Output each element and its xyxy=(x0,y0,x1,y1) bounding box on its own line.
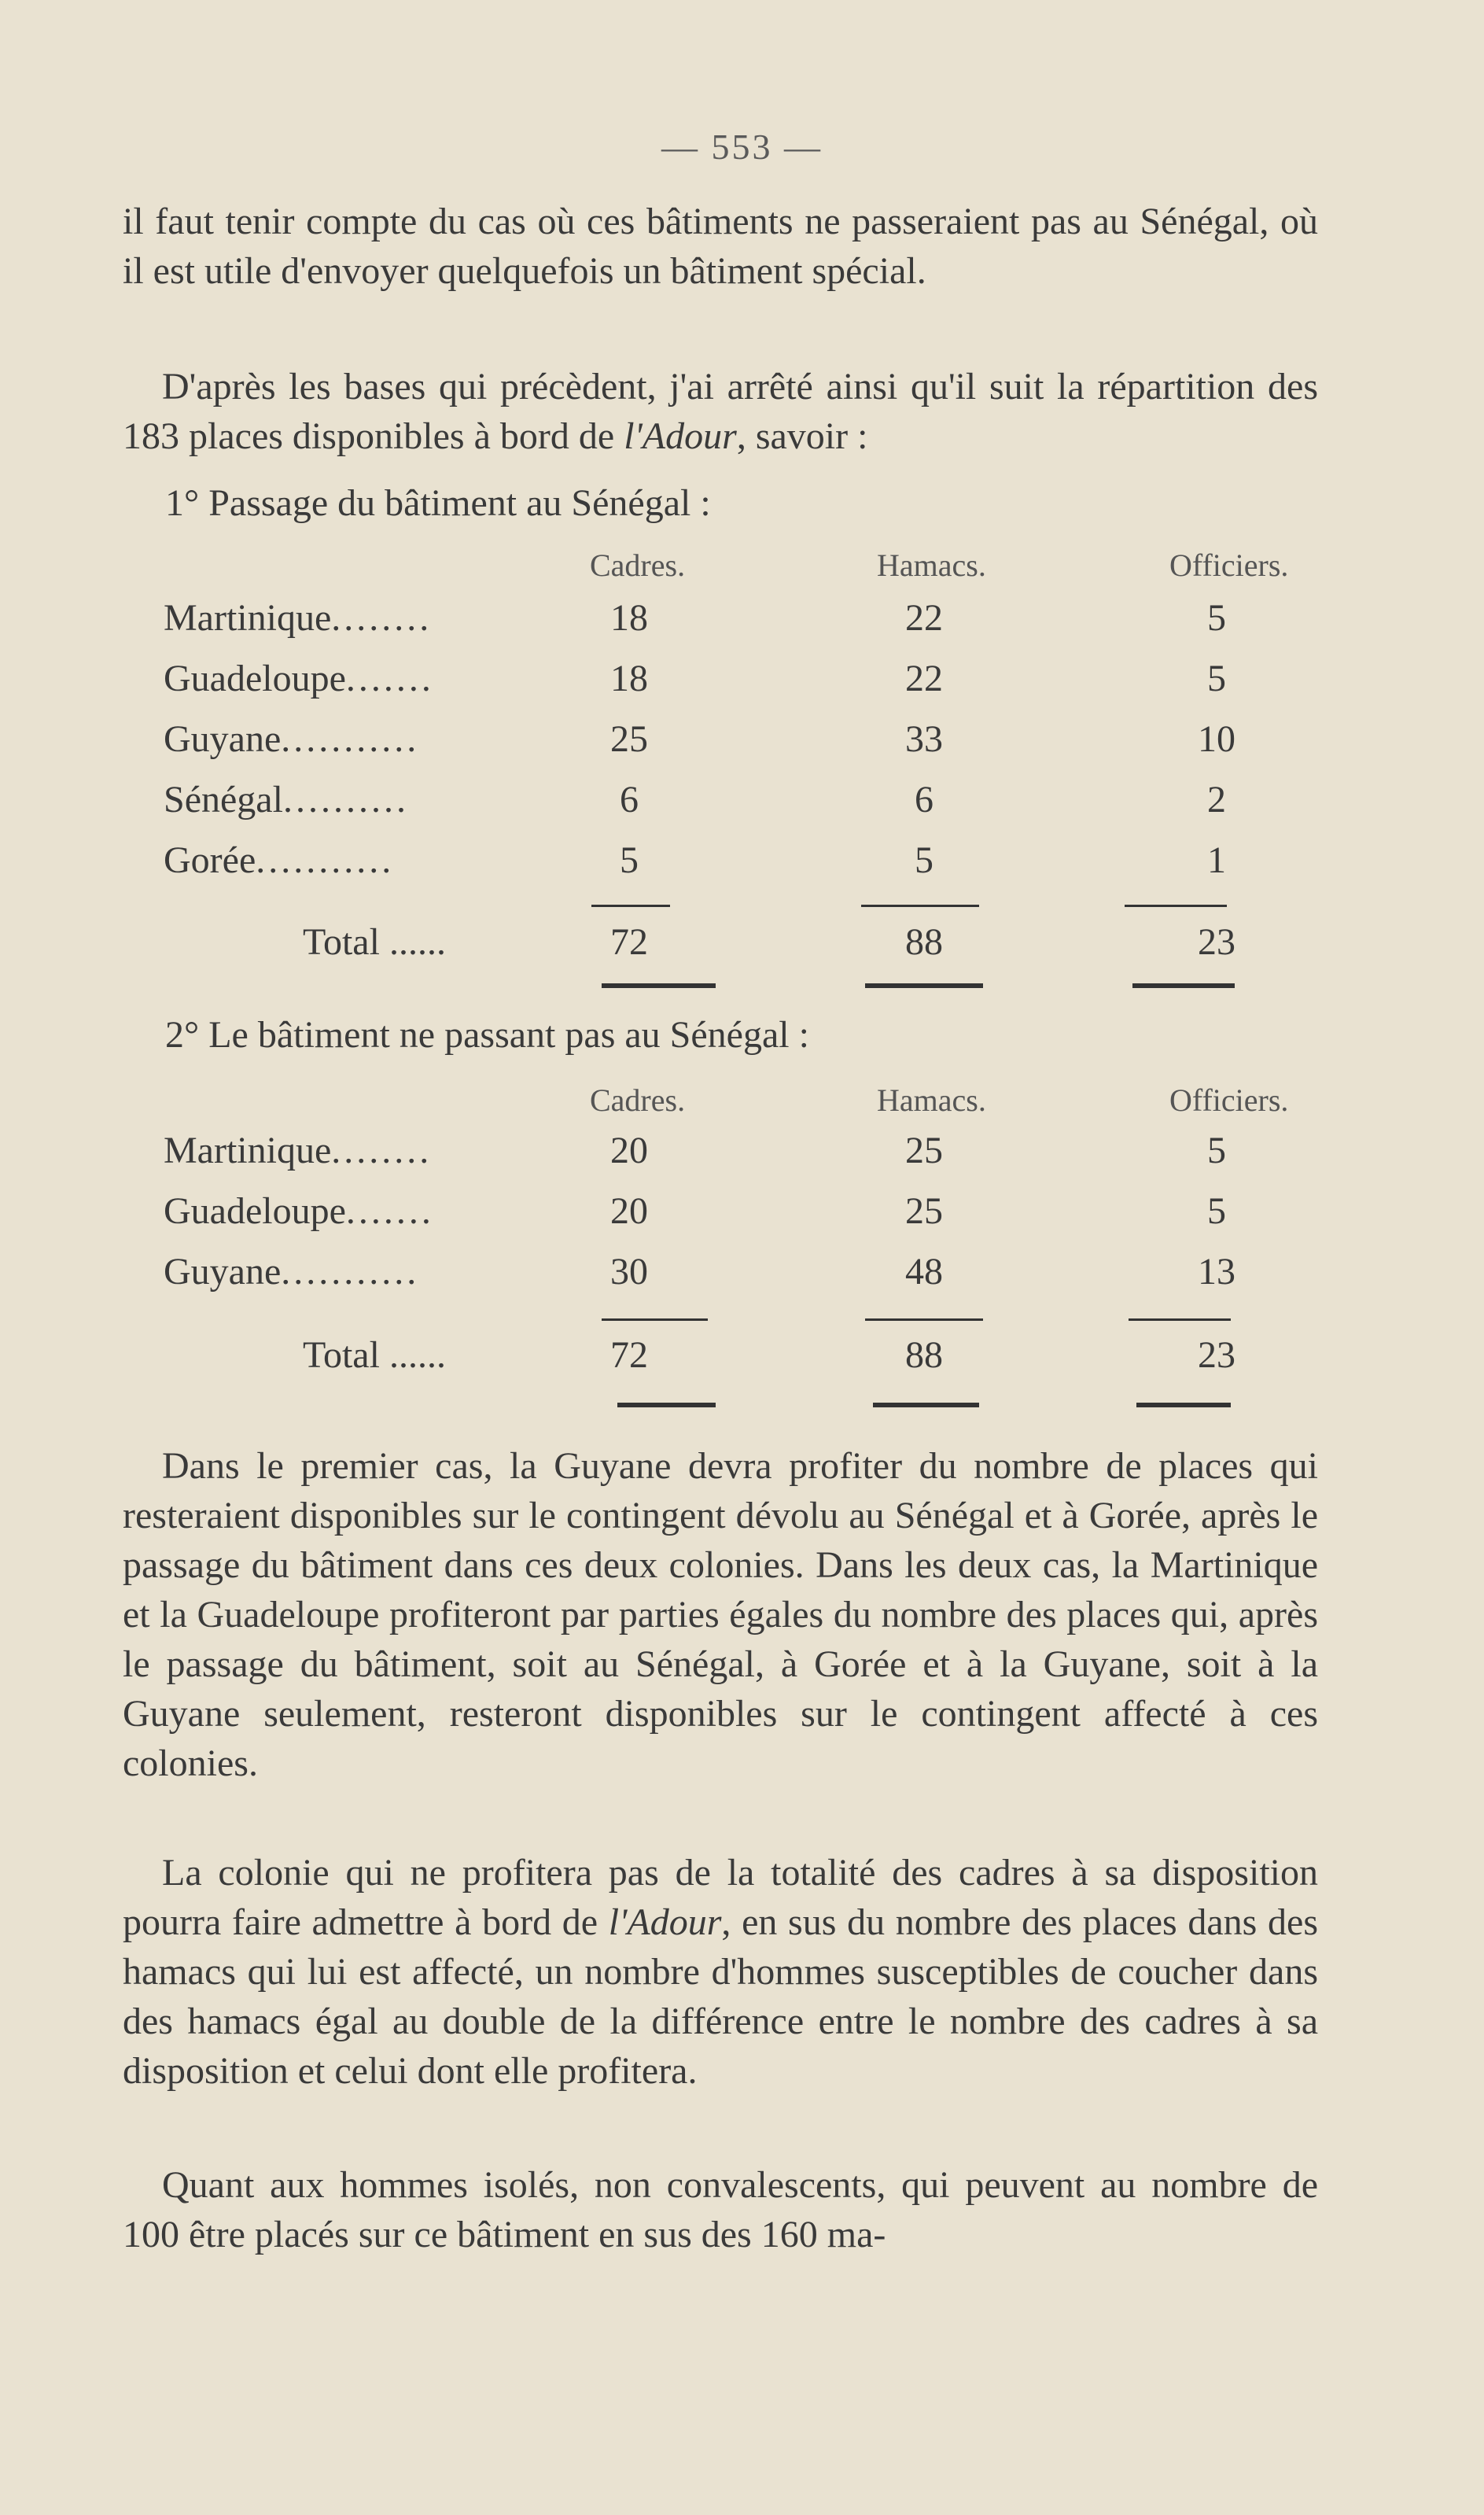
total-officiers: 23 xyxy=(1198,921,1235,963)
table-row xyxy=(0,1129,1484,1184)
paragraph-hommes-isoles: Quant aux hommes isolés, non convalescents, qui peuvent au nombre de 100 être placés sur ce bâtiment en sus des 160 ma- xyxy=(123,2164,1318,2255)
cell-hamacs: 48 xyxy=(905,1251,943,1293)
sum-rule xyxy=(1125,905,1227,907)
para4-text-before: La colonie qui ne profitera pas de la totalité des cadres à sa disposition pourra faire admettre à bord de xyxy=(123,1852,1318,1943)
total-officiers: 23 xyxy=(1198,1334,1235,1376)
cell-hamacs: 33 xyxy=(905,718,943,760)
row-name: Guyane........... xyxy=(164,718,420,760)
total-underline xyxy=(865,983,983,988)
cell-officiers: 5 xyxy=(1207,1130,1226,1171)
paragraph-premier-cas: Dans le premier cas, la Guyane devra profiter du nombre de places qui resteraient disponibles sur le contingent dévolu au Sénégal et à Gorée, après le passage du bâtiment dans ces deux colonies. Dans les deux cas, la Martinique et la Guadeloupe profiteront par parties égales du nombre des places qui, après le passage du bâtiment, soit au Sénégal, à Gorée et à la Guyane, soit à la Guyane seulement, resteront disponibles sur le contingent affecté à ces colonies. xyxy=(123,1445,1318,1784)
cell-officiers: 10 xyxy=(1198,718,1235,760)
total-underline xyxy=(1132,983,1235,988)
table-row xyxy=(0,717,1484,773)
ship-name: l'Adour xyxy=(624,415,737,457)
para2-text-after: , savoir : xyxy=(736,415,868,457)
table-row xyxy=(0,778,1484,833)
total-hamacs: 88 xyxy=(905,921,943,963)
table1-header-hamacs: Hamacs. xyxy=(877,548,986,583)
cell-officiers: 13 xyxy=(1198,1251,1235,1293)
sum-rule xyxy=(602,1318,708,1321)
table-row xyxy=(0,1250,1484,1305)
row-name: Guadeloupe....... xyxy=(164,1190,434,1232)
total-cadres: 72 xyxy=(610,921,648,963)
cell-officiers: 5 xyxy=(1207,597,1226,639)
table1-total-row xyxy=(0,920,1484,975)
table2-header-officiers: Officiers. xyxy=(1169,1082,1289,1118)
cell-officiers: 1 xyxy=(1207,839,1226,881)
table2-header-cadres: Cadres. xyxy=(590,1082,686,1118)
row-name: Sénégal.......... xyxy=(164,779,409,821)
row-name: Martinique........ xyxy=(164,597,433,639)
total-label: Total ...... xyxy=(303,921,446,963)
total-underline xyxy=(873,1403,979,1407)
table2-title: 2° Le bâtiment ne passant pas au Sénégal : xyxy=(165,1014,809,1056)
cell-cadres: 6 xyxy=(620,779,639,821)
table-row xyxy=(0,839,1484,894)
cell-hamacs: 22 xyxy=(905,597,943,639)
cell-hamacs: 5 xyxy=(915,839,933,881)
cell-cadres: 30 xyxy=(610,1251,648,1293)
row-name: Gorée........... xyxy=(164,839,395,881)
cell-hamacs: 25 xyxy=(905,1190,943,1232)
cell-officiers: 5 xyxy=(1207,1190,1226,1232)
table-row xyxy=(0,596,1484,651)
page-number: — 553 — xyxy=(661,127,823,167)
row-name: Guyane........... xyxy=(164,1251,420,1293)
total-underline xyxy=(617,1403,716,1407)
table2-header-hamacs: Hamacs. xyxy=(877,1082,986,1118)
cell-cadres: 20 xyxy=(610,1130,648,1171)
table2-total-row xyxy=(0,1333,1484,1388)
table1-header-row xyxy=(0,547,1484,602)
table1-header-cadres: Cadres. xyxy=(590,548,686,583)
ship-name: l'Adour xyxy=(608,1901,722,1943)
table1-title: 1° Passage du bâtiment au Sénégal : xyxy=(165,482,711,524)
total-underline xyxy=(1136,1403,1231,1407)
total-cadres: 72 xyxy=(610,1334,648,1376)
total-label: Total ...... xyxy=(303,1334,446,1376)
paragraph-colonie xyxy=(123,1848,1318,2096)
row-name: Martinique........ xyxy=(164,1130,433,1171)
sum-rule xyxy=(861,905,979,907)
cell-cadres: 20 xyxy=(610,1190,648,1232)
cell-cadres: 18 xyxy=(610,597,648,639)
sum-rule xyxy=(1129,1318,1231,1321)
para2-text-before: D'après les bases qui précèdent, j'ai arrêté ainsi qu'il suit la répartition des 183 places disponibles à bord de xyxy=(123,366,1318,457)
cell-cadres: 18 xyxy=(610,658,648,699)
cell-hamacs: 22 xyxy=(905,658,943,699)
total-underline xyxy=(602,983,716,988)
cell-officiers: 5 xyxy=(1207,658,1226,699)
cell-cadres: 25 xyxy=(610,718,648,760)
row-name: Guadeloupe....... xyxy=(164,658,434,699)
cell-hamacs: 25 xyxy=(905,1130,943,1171)
total-hamacs: 88 xyxy=(905,1334,943,1376)
sum-rule xyxy=(865,1318,983,1321)
cell-cadres: 5 xyxy=(620,839,639,881)
paragraph-intro: il faut tenir compte du cas où ces bâtiments ne passeraient pas au Sénégal, où il est utile d'envoyer quelquefois un bâtiment spécial. xyxy=(123,201,1318,292)
paragraph-repartition xyxy=(123,362,1318,461)
cell-hamacs: 6 xyxy=(915,779,933,821)
table1-header-officiers: Officiers. xyxy=(1169,548,1289,583)
table-row xyxy=(0,657,1484,712)
sum-rule xyxy=(591,905,670,907)
cell-officiers: 2 xyxy=(1207,779,1226,821)
para4-text-after: , en sus du nombre des places dans des hamacs qui lui est affecté, un nombre d'hommes susceptibles de coucher dans des hamacs égal au double de la différence entre le nombre des cadres à sa disposition et celui dont elle profitera. xyxy=(123,1901,1319,2092)
table-row xyxy=(0,1189,1484,1245)
